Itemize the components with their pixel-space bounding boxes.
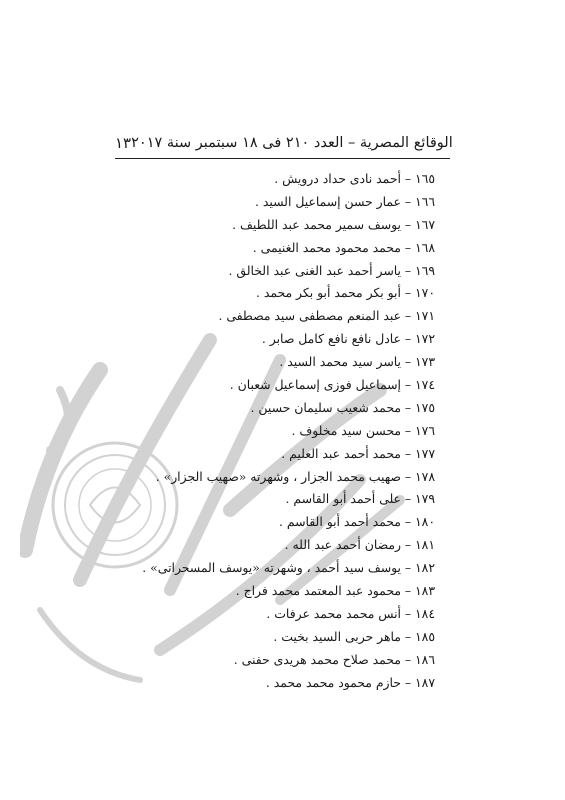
list-item: ١٦٧ – يوسف سمير محمد عبد اللطيف . (232, 216, 435, 232)
list-item: ١٨٦ – محمد صلاح محمد هريدى حفنى . (233, 651, 435, 667)
list-item: ١٦٥ – أحمد نادى حداد درويش . (274, 171, 435, 186)
list-item: ١٧٠ – أبو بكر محمد أبو بكر محمد . (255, 285, 435, 301)
list-item: ١٧٧ – محمد أحمد عبد العليم . (281, 445, 435, 461)
list-item: ١٧٣ – ياسر سيد محمد السيد . (279, 354, 435, 370)
names-list (142, 168, 435, 694)
list-item: ١٨٤ – أنس محمد محمد عرفات . (266, 605, 435, 621)
list-item: ١٨٠ – محمد أحمد أبو القاسم . (279, 514, 435, 530)
list-item: ١٦٨ – محمد محمود محمد الغنيمى . (252, 239, 435, 255)
list-item: ١٦٩ – ياسر أحمد عبد الغنى عبد الخالق . (228, 262, 435, 278)
list-item: ١٦٦ – عمار حسن إسماعيل السيد . (255, 193, 435, 209)
list-item: ١٧١ – عبد المنعم مصطفى سيد مصطفى . (218, 308, 435, 324)
gazette-header-title: الوقائع المصرية – العدد ٢١٠ فى ١٨ سبتمبر سنة ٢٠١٧ (131, 135, 453, 151)
list-item: ١٧٦ – محسن سيد مخلوف . (291, 422, 435, 438)
list-item: ١٧٨ – صهيب محمد الجزار ، وشهرته «صهيب الجزار» . (155, 468, 435, 484)
list-item: ١٨١ – رمضان أحمد عبد الله . (284, 537, 435, 553)
list-item: ١٨٢ – يوسف سيد أحمد ، وشهرته «يوسف المسحراتى» . (142, 560, 435, 576)
page-header (115, 128, 453, 159)
list-item: ١٨٥ – ماهر حربى السيد بخيت . (273, 628, 435, 644)
list-item: ١٧٥ – محمد شعيب سليمان حسين . (250, 399, 435, 415)
list-item: ١٧٢ – عادل نافع نافع كامل صابر . (261, 331, 435, 347)
page-number: ١٣ (115, 134, 132, 152)
list-item: ١٧٩ – على أحمد أبو القاسم . (285, 491, 435, 507)
list-item: ١٨٧ – حازم محمود محمد محمد . (265, 674, 435, 690)
list-item: ١٧٤ – إسماعيل فوزى إسماعيل شعبان . (229, 377, 435, 393)
list-item: ١٨٣ – محمود عبد المعتمد محمد فراج . (235, 583, 435, 599)
